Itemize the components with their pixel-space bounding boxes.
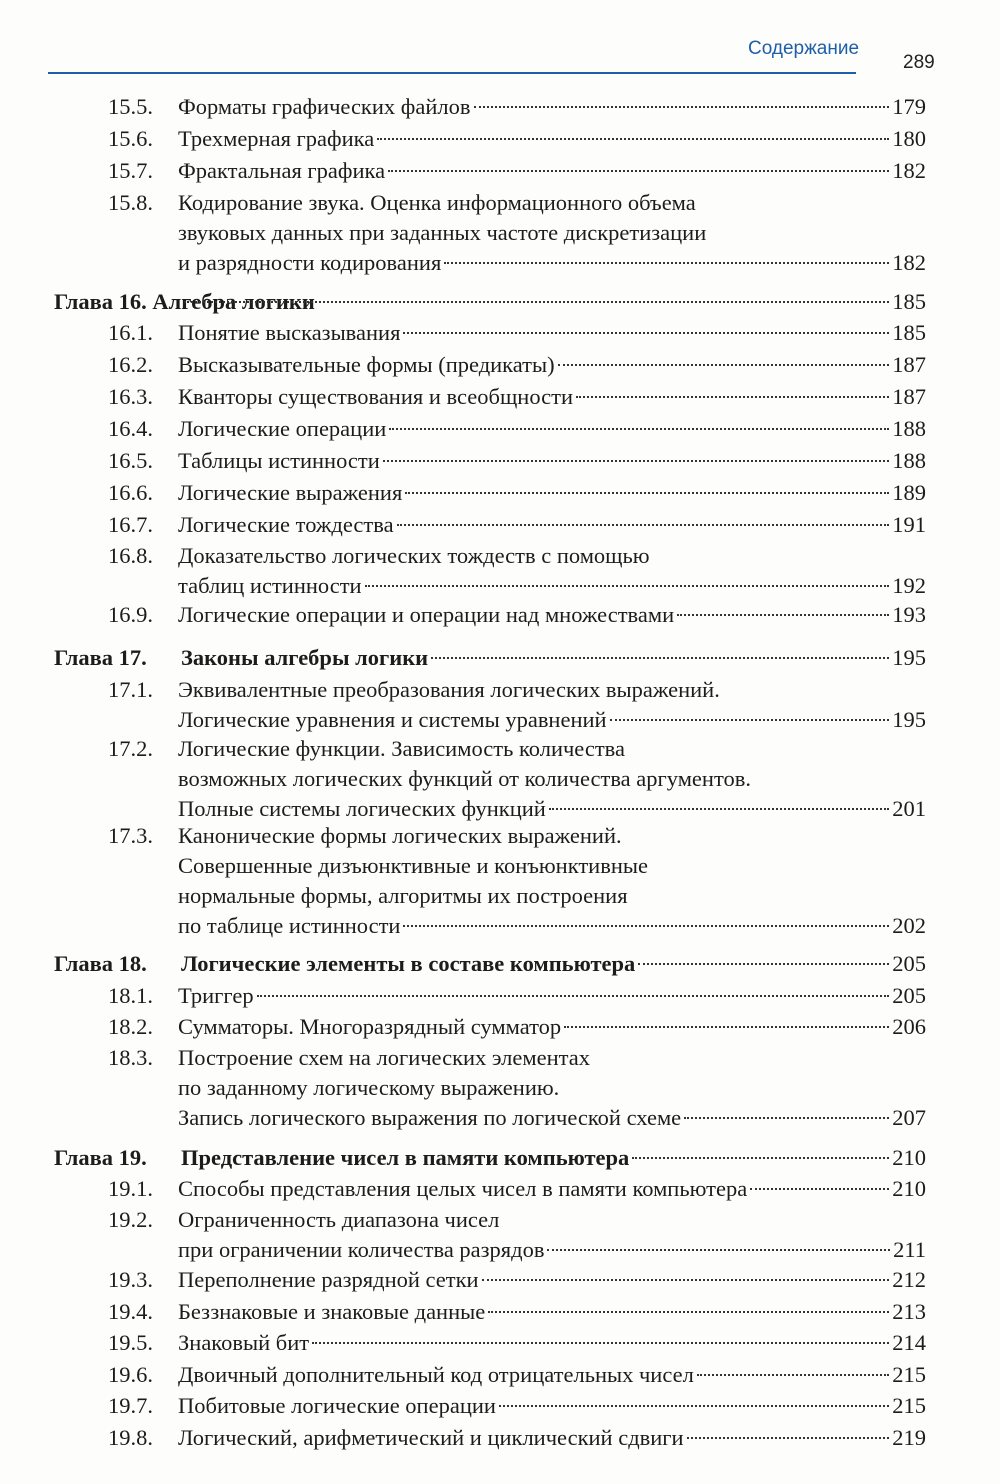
entry-number: 19.8. xyxy=(108,1425,153,1450)
entry-title-line: Канонические формы логических выражений. xyxy=(178,823,622,848)
entry-number: 18.3. xyxy=(108,1045,153,1070)
entry-number: 17.1. xyxy=(108,677,153,702)
entry-title-line: по таблице истинности xyxy=(178,913,401,938)
toc-section-entry[interactable] xyxy=(108,188,926,278)
page-number: 289 xyxy=(903,52,935,73)
entry-page-number: 210 xyxy=(892,1176,926,1201)
dot-leader xyxy=(687,1437,890,1439)
entry-title-line: возможных логических функций от количества аргументов. xyxy=(178,766,751,791)
entry-title-line: Логические операции и операции над множествами xyxy=(178,602,675,627)
entry-number: 16.3. xyxy=(108,384,153,409)
toc-section-entry[interactable] xyxy=(108,675,926,735)
entry-title-line: Трехмерная графика xyxy=(178,126,375,151)
toc-chapter-entry[interactable] xyxy=(54,643,926,673)
toc-section-entry[interactable] xyxy=(108,414,926,444)
entry-number: 15.8. xyxy=(108,190,153,215)
entry-title-line: Логические операции xyxy=(178,416,387,441)
toc-section-entry[interactable] xyxy=(108,1205,926,1265)
entry-number: Глава 18. xyxy=(54,951,147,976)
toc-section-entry[interactable] xyxy=(108,478,926,508)
entry-page-number: 219 xyxy=(892,1425,926,1450)
dot-leader xyxy=(474,106,890,108)
entry-page-number: 195 xyxy=(892,707,926,732)
dot-leader xyxy=(547,1249,890,1251)
dot-leader xyxy=(549,808,889,810)
entry-title-line: Переполнение разрядной сетки xyxy=(178,1267,479,1292)
entry-number: 15.6. xyxy=(108,126,153,151)
entry-number: 16.5. xyxy=(108,448,153,473)
entry-title-line: Логический, арифметический и циклический сдвиги xyxy=(178,1425,684,1450)
entry-title-line: Двоичный дополнительный код отрицательных чисел xyxy=(178,1362,694,1387)
entry-title-line: Побитовые логические операции xyxy=(178,1393,496,1418)
toc-section-entry[interactable] xyxy=(108,350,926,380)
entry-number: 16.4. xyxy=(108,416,153,441)
entry-page-number: 191 xyxy=(892,512,926,537)
entry-number: 19.5. xyxy=(108,1330,153,1355)
entry-title-line: нормальные формы, алгоритмы их построения xyxy=(178,883,628,908)
toc-section-entry[interactable] xyxy=(108,124,926,154)
dot-leader xyxy=(403,332,889,334)
entry-number: 19.6. xyxy=(108,1362,153,1387)
entry-number: 16.1. xyxy=(108,320,153,345)
entry-page-number: 193 xyxy=(892,602,926,627)
entry-title-line: Высказывательные формы (предикаты) xyxy=(178,352,555,377)
dot-leader xyxy=(482,1279,890,1281)
entry-title-line: при ограничении количества разрядов xyxy=(178,1237,545,1262)
entry-page-number: 211 xyxy=(893,1237,926,1262)
entry-number: 17.2. xyxy=(108,736,153,761)
entry-page-number: 214 xyxy=(892,1330,926,1355)
entry-title-line: Законы алгебры логики xyxy=(181,645,429,670)
dot-leader xyxy=(397,524,890,526)
dot-leader xyxy=(677,614,889,616)
dot-leader xyxy=(312,1342,889,1344)
entry-title-line: Триггер xyxy=(178,983,254,1008)
entry-title-line: Совершенные дизъюнктивные и конъюнктивные xyxy=(178,853,648,878)
dot-leader xyxy=(383,460,889,462)
entry-number: 15.5. xyxy=(108,94,153,119)
entry-page-number: 212 xyxy=(892,1267,926,1292)
entry-title-line: Знаковый бит xyxy=(178,1330,310,1355)
toc-chapter-entry[interactable] xyxy=(54,1143,926,1173)
entry-title-line: Представление чисел в памяти компьютера xyxy=(181,1145,630,1170)
entry-title-line: Логические тождества xyxy=(178,512,394,537)
entry-page-number: 185 xyxy=(892,289,926,314)
dot-leader xyxy=(684,1117,889,1119)
toc-section-entry[interactable] xyxy=(108,541,926,601)
entry-number: Глава 17. xyxy=(54,645,147,670)
toc-section-entry[interactable] xyxy=(108,1391,926,1421)
entry-title-line: Доказательство логических тождеств с помощью xyxy=(178,543,650,568)
entry-number: 16.9. xyxy=(108,602,153,627)
toc-chapter-entry[interactable] xyxy=(54,287,926,317)
entry-page-number: 182 xyxy=(892,158,926,183)
entry-number: 17.3. xyxy=(108,823,153,848)
dot-leader xyxy=(184,301,889,303)
toc-section-entry[interactable] xyxy=(108,92,926,122)
entry-number: 19.1. xyxy=(108,1176,153,1201)
entry-title-line: Логические уравнения и системы уравнений xyxy=(178,707,607,732)
dot-leader xyxy=(405,492,889,494)
dot-leader xyxy=(257,995,890,997)
entry-number: 16.7. xyxy=(108,512,153,537)
entry-title-line: Фрактальная графика xyxy=(178,158,386,183)
dot-leader xyxy=(389,428,889,430)
toc-section-entry[interactable] xyxy=(108,734,926,824)
entry-page-number: 202 xyxy=(892,913,926,938)
entry-title-line: Форматы графических файлов xyxy=(178,94,471,119)
entry-page-number: 189 xyxy=(892,480,926,505)
toc-section-entry[interactable] xyxy=(108,1012,926,1042)
dot-leader xyxy=(388,170,889,172)
dot-leader xyxy=(750,1188,889,1190)
entry-title-line: Запись логического выражения по логической схеме xyxy=(178,1105,682,1130)
toc-section-entry[interactable] xyxy=(108,318,926,348)
entry-title-line: звуковых данных при заданных частоте дискретизации xyxy=(178,220,707,245)
dot-leader xyxy=(431,657,889,659)
header-rule xyxy=(48,72,856,74)
entry-page-number: 195 xyxy=(892,645,926,670)
entry-page-number: 205 xyxy=(892,951,926,976)
entry-page-number: 206 xyxy=(892,1014,926,1039)
entry-number: 15.7. xyxy=(108,158,153,183)
entry-title-line: Логические выражения xyxy=(178,480,403,505)
entry-title-line: Таблицы истинности xyxy=(178,448,380,473)
toc-section-entry[interactable] xyxy=(108,1423,926,1453)
entry-number: 18.2. xyxy=(108,1014,153,1039)
toc-chapter-entry[interactable] xyxy=(54,949,926,979)
dot-leader xyxy=(403,925,889,927)
entry-number: 19.2. xyxy=(108,1207,153,1232)
toc-section-entry[interactable] xyxy=(108,382,926,412)
entry-title-line: Беззнаковые и знаковые данные xyxy=(178,1299,486,1324)
entry-page-number: 215 xyxy=(892,1362,926,1387)
entry-page-number: 187 xyxy=(892,352,926,377)
entry-number: Глава 16. Алгебра логики xyxy=(54,289,315,314)
entry-number: Глава 19. xyxy=(54,1145,147,1170)
entry-title-line: Кванторы существования и всеобщности xyxy=(178,384,574,409)
toc-section-entry[interactable] xyxy=(108,510,926,540)
toc-section-entry[interactable] xyxy=(108,1265,926,1295)
entry-page-number: 215 xyxy=(892,1393,926,1418)
dot-leader xyxy=(638,963,889,965)
dot-leader xyxy=(564,1026,889,1028)
entry-number: 16.8. xyxy=(108,543,153,568)
entry-page-number: 201 xyxy=(892,796,926,821)
toc-section-entry[interactable] xyxy=(108,1174,926,1204)
entry-page-number: 210 xyxy=(892,1145,926,1170)
entry-title-line: Логические элементы в составе компьютера xyxy=(181,951,636,976)
entry-page-number: 207 xyxy=(892,1105,926,1130)
entry-title-line: Построение схем на логических элементах xyxy=(178,1045,591,1070)
entry-page-number: 205 xyxy=(892,983,926,1008)
running-header-title: Содержание xyxy=(748,38,860,59)
toc-section-entry[interactable] xyxy=(108,446,926,476)
entry-title-line: Полные системы логических функций xyxy=(178,796,546,821)
dot-leader xyxy=(488,1311,889,1313)
entry-title-line: по заданному логическому выражению. xyxy=(178,1075,560,1100)
entry-page-number: 188 xyxy=(892,416,926,441)
toc-section-entry[interactable] xyxy=(108,1043,926,1133)
entry-number: 18.1. xyxy=(108,983,153,1008)
entry-title-line: Сумматоры. Многоразрядный сумматор xyxy=(178,1014,562,1039)
entry-number: 19.4. xyxy=(108,1299,153,1324)
entry-title-line: Ограниченность диапазона чисел xyxy=(178,1207,500,1232)
dot-leader xyxy=(697,1374,889,1376)
entry-number: 16.2. xyxy=(108,352,153,377)
toc-section-entry[interactable] xyxy=(108,821,926,941)
toc-section-entry[interactable] xyxy=(108,600,926,630)
entry-page-number: 182 xyxy=(892,250,926,275)
toc-section-entry[interactable] xyxy=(108,156,926,186)
dot-leader xyxy=(377,138,889,140)
dot-leader xyxy=(576,396,889,398)
entry-title-line: и разрядности кодирования xyxy=(178,250,442,275)
entry-page-number: 180 xyxy=(892,126,926,151)
entry-title-line: Логические функции. Зависимость количества xyxy=(178,736,625,761)
dot-leader xyxy=(444,262,889,264)
dot-leader xyxy=(499,1405,889,1407)
toc-section-entry[interactable] xyxy=(108,1328,926,1358)
dot-leader xyxy=(365,585,890,587)
toc-section-entry[interactable] xyxy=(108,1360,926,1390)
entry-number: 19.7. xyxy=(108,1393,153,1418)
dot-leader xyxy=(632,1157,889,1159)
entry-title-line: Кодирование звука. Оценка информационного объема xyxy=(178,190,696,215)
entry-page-number: 185 xyxy=(892,320,926,345)
entry-title-line: Эквивалентные преобразования логических выражений. xyxy=(178,677,720,702)
entry-title-line: Способы представления целых чисел в памяти компьютера xyxy=(178,1176,748,1201)
entry-page-number: 213 xyxy=(892,1299,926,1324)
entry-number: 16.6. xyxy=(108,480,153,505)
entry-title-line: таблиц истинности xyxy=(178,573,362,598)
toc-section-entry[interactable] xyxy=(108,981,926,1011)
entry-number: 19.3. xyxy=(108,1267,153,1292)
entry-page-number: 192 xyxy=(892,573,926,598)
entry-title-line: Понятие высказывания xyxy=(178,320,401,345)
dot-leader xyxy=(558,364,890,366)
dot-leader xyxy=(610,719,890,721)
toc-section-entry[interactable] xyxy=(108,1297,926,1327)
entry-page-number: 188 xyxy=(892,448,926,473)
entry-page-number: 187 xyxy=(892,384,926,409)
entry-page-number: 179 xyxy=(892,94,926,119)
